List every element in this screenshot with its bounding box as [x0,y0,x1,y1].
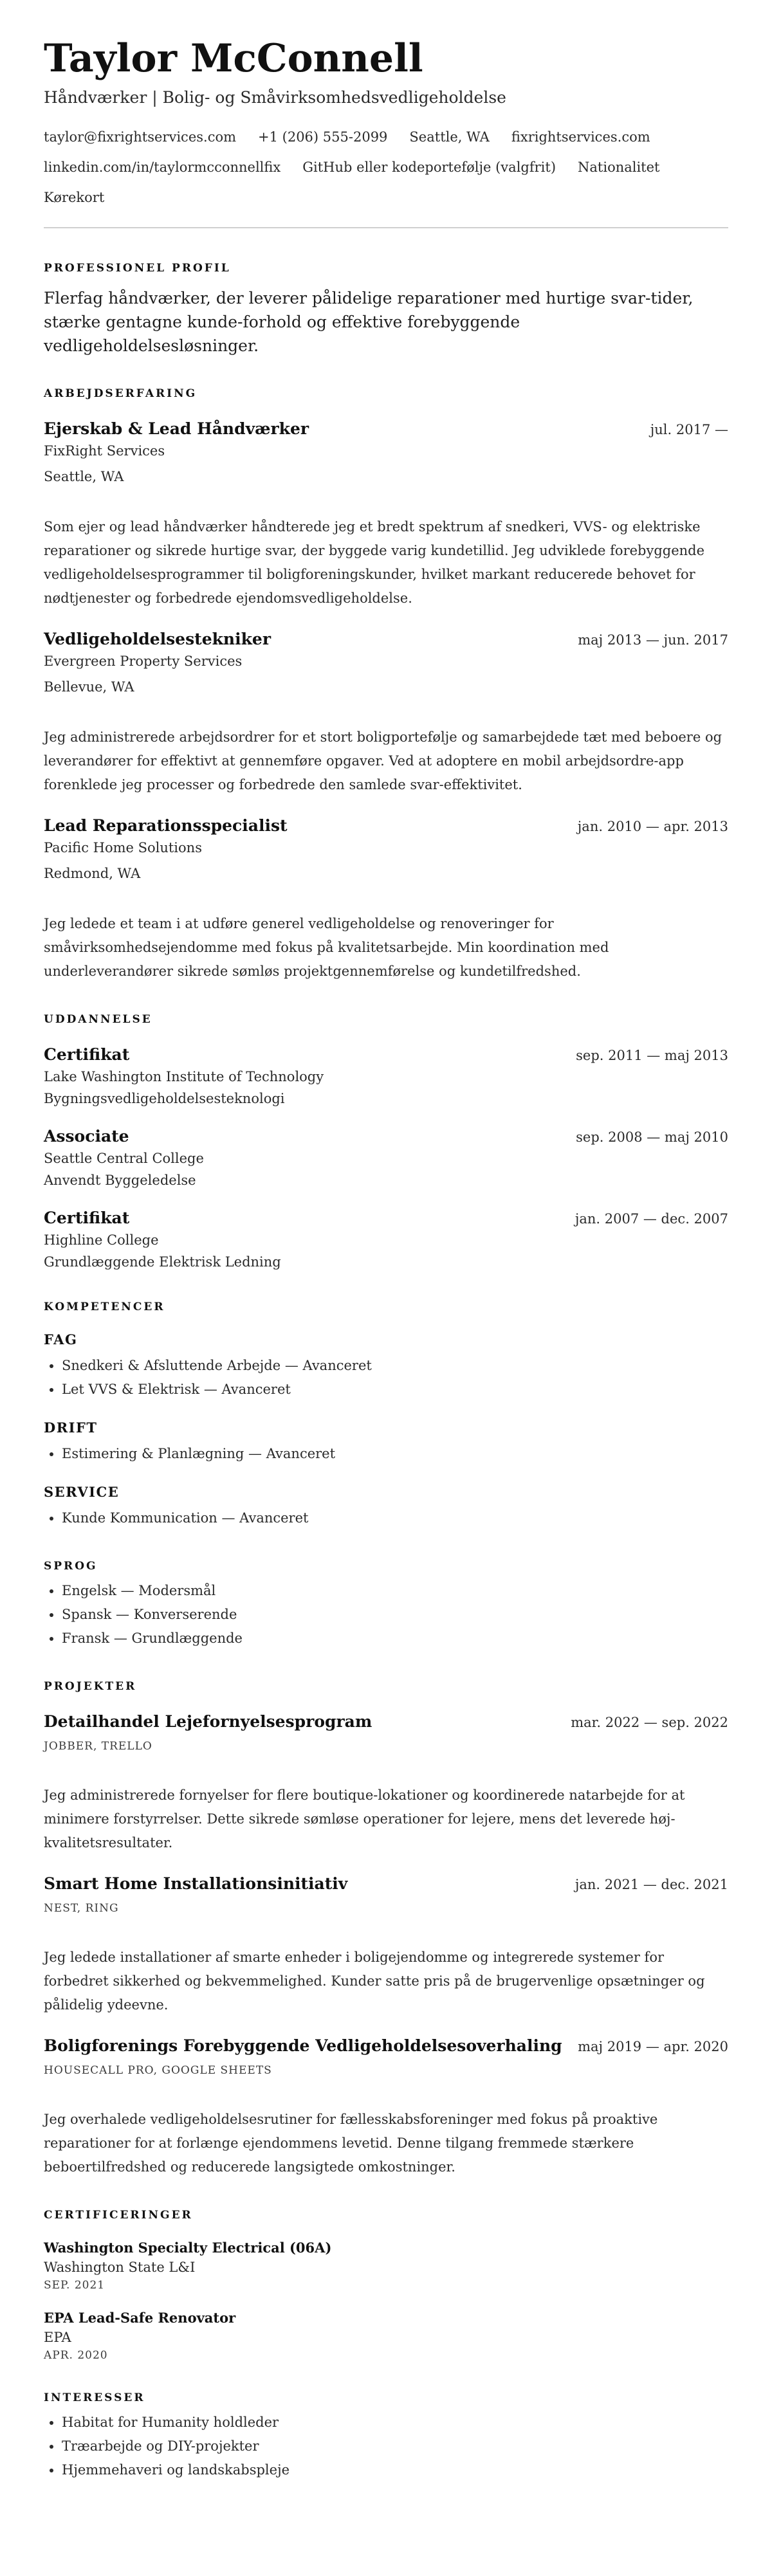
education-section [44,1013,728,1271]
interest-item: • Hjemmehaveri og landskabspleje [62,2458,728,2482]
certifications-section [44,2209,728,2362]
skill-item: • Let VVS & Elektrisk — Avanceret [62,1378,728,1402]
skill-item: • Estimering & Planlægning — Avanceret [62,1442,728,1466]
project-description: Jeg overhalede vedligeholdelsesrutiner for fællesskabsforeninger med fokus på proaktive reparationer for at forlænge ejendommens levetid. Denne tilgang fremmede stærkere beboertilfredshed og reducerede langsigtede omkostninger. [44,2112,658,2175]
language-item: • Spansk — Konverserende [62,1603,728,1627]
skill-item: • Snedkeri & Afsluttende Arbejde — Avanceret [62,1354,728,1378]
degree-title: Certifikat [44,1209,130,1227]
certification-entry [44,2310,728,2362]
language-item: • Fransk — Grundlæggende [62,1627,728,1650]
study-field: Bygningsvedligeholdelsesteknologi [44,1091,285,1106]
projects-heading: PROJEKTER [44,1680,137,1693]
resume-header [44,36,728,228]
school-name: Seattle Central College [44,1151,204,1166]
project-tools: JOBBER, TRELLO [44,1740,152,1753]
project-date: maj 2019 — apr. 2020 [578,2039,728,2054]
project-description: Jeg ledede installationer af smarte enheder i boligejendomme og integrerede systemer for forbedret sikkerhed og bekvemmelighed. Kunder satte pris på de brugervenlige opsætninger og pålidelig ydeevne. [44,1950,705,2013]
certification-date: SEP. 2021 [44,2279,106,2292]
study-field: Grundlæggende Elektrisk Ledning [44,1254,281,1270]
contact-license: Kørekort [44,190,105,205]
education-date: sep. 2011 — maj 2013 [576,1048,728,1063]
experience-section [44,387,728,983]
contact-email[interactable]: taylor@fixrightservices.com [44,129,237,145]
languages-section [44,1560,728,1650]
experience-heading: ARBEJDSERFARING [44,387,198,400]
candidate-name: Taylor McConnell [44,36,423,81]
interest-item: • Habitat for Humanity holdleder [62,2411,728,2434]
project-tools: NEST, RING [44,1902,119,1915]
language-item: • Engelsk — Modersmål [62,1579,728,1603]
education-entry [44,1209,728,1271]
skill-category-title: DRIFT [44,1420,98,1436]
job-description: Jeg ledede et team i at udføre generel vedligeholdelse og renoveringer for småvirksomhedsejendomme med fokus på kvalitetsarbejde. Min koordination med underleverandører sikrede sømløs projektgennemførelse og kundetilfredshed. [44,916,609,979]
skill-list [44,1442,728,1466]
experience-entry [44,630,728,797]
education-date: jan. 2007 — dec. 2007 [574,1211,728,1227]
languages-heading: SPROG [44,1560,98,1573]
contact-phone[interactable]: +1 (206) 555-2099 [258,129,388,145]
skills-heading: KOMPETENCER [44,1301,165,1313]
contact-info [44,122,728,213]
skill-item: • Kunde Kommunication — Avanceret [62,1506,728,1530]
education-entry [44,1045,728,1108]
contact-github[interactable]: GitHub eller kodeportefølje (valgfrit) [302,160,556,175]
certification-name: EPA Lead-Safe Renovator [44,2310,236,2326]
certification-issuer: Washington State L&I [44,2260,196,2275]
certification-date: APR. 2020 [44,2349,108,2362]
contact-linkedin[interactable]: linkedin.com/in/taylormcconnellfix [44,160,281,175]
certifications-heading: CERTIFICERINGER [44,2209,193,2222]
school-name: Lake Washington Institute of Technology [44,1069,324,1084]
contact-nationality: Nationalitet [578,160,660,175]
degree-title: Certifikat [44,1045,130,1064]
project-entry [44,1874,728,2017]
job-location: Bellevue, WA [44,679,134,695]
contact-location: Seattle, WA [409,129,490,145]
project-entry [44,1712,728,1855]
candidate-tagline: Håndværker | Bolig- og Småvirksomhedsvedligeholdelse [44,88,506,107]
job-date: jul. 2017 — [650,422,728,437]
job-date: maj 2013 — jun. 2017 [578,632,728,648]
profile-section [44,262,728,358]
job-company: FixRight Services [44,443,165,459]
projects-section [44,1680,728,2179]
language-list [44,1579,728,1650]
project-title: Smart Home Installationsinitiativ [44,1874,348,1893]
skill-category-title: FAG [44,1331,78,1347]
project-entry [44,2036,728,2179]
job-company: Evergreen Property Services [44,653,243,669]
project-description: Jeg administrerede fornyelser for flere boutique-lokationer og koordinerede natarbejde for at minimere forstyrrelser. Dette sikrede sømløse operationer for lejere, mens det leverede høj-kvalitetsresultater. [44,1787,685,1850]
study-field: Anvendt Byggeledelse [44,1173,196,1188]
interest-list [44,2411,728,2482]
job-description: Jeg administrerede arbejdsordrer for et stort boligportefølje og samarbejdede tæt med beboere og leverandører for effektivt at gennemføre opgaver. Ved at adoptere en mobil arbejdsordre-app forenklede jeg processer og forbedrede den samlede svar-effektivitet. [44,729,722,792]
header-divider [44,227,728,228]
skill-list [44,1354,728,1402]
skill-category-title: SERVICE [44,1484,120,1500]
project-title: Boligforenings Forebyggende Vedligeholdelsesoverhaling [44,2036,562,2055]
education-entry [44,1127,728,1189]
job-location: Seattle, WA [44,469,124,484]
interest-item: • Træarbejde og DIY-projekter [62,2434,728,2458]
education-heading: UDDANNELSE [44,1013,152,1026]
job-description: Som ejer og lead håndværker håndterede jeg et bredt spektrum af snedkeri, VVS- og elektriske reparationer og sikrede hurtige svar, der byggede varig kundetillid. Jeg udviklede forebyggende vedligeholdelsesprogrammer til boligforeningskunder, hvilket markant reducerede behovet for nødtjenester og forbedrede ejendomsvedligeholdelse. [44,519,705,606]
certification-issuer: EPA [44,2330,71,2345]
interests-heading: INTERESSER [44,2391,145,2404]
job-title: Ejerskab & Lead Håndværker [44,419,309,438]
project-title: Detailhandel Lejefornyelsesprogram [44,1712,372,1731]
skill-list [44,1506,728,1530]
profile-heading: PROFESSIONEL PROFIL [44,262,231,275]
job-company: Pacific Home Solutions [44,840,202,855]
certification-entry [44,2240,728,2292]
degree-title: Associate [44,1127,129,1146]
experience-entry [44,816,728,983]
project-tools: HOUSECALL PRO, GOOGLE SHEETS [44,2064,272,2077]
skills-section [44,1301,728,1530]
school-name: Highline College [44,1232,159,1248]
experience-entry [44,419,728,610]
job-date: jan. 2010 — apr. 2013 [577,819,728,834]
project-date: jan. 2021 — dec. 2021 [574,1877,728,1892]
profile-text: Flerfag håndværker, der leverer pålidelige reparationer med hurtige svar-tider, stærke gentagne kunde-forhold og effektive forebyggende vedligeholdelsesløsninger. [44,289,694,355]
job-title: Vedligeholdelsestekniker [44,630,271,648]
certification-name: Washington Specialty Electrical (06A) [44,2240,332,2256]
project-date: mar. 2022 — sep. 2022 [571,1715,728,1730]
education-date: sep. 2008 — maj 2010 [576,1129,728,1145]
contact-website[interactable]: fixrightservices.com [511,129,650,145]
interests-section [44,2391,728,2482]
job-location: Redmond, WA [44,866,141,881]
job-title: Lead Reparationsspecialist [44,816,288,835]
